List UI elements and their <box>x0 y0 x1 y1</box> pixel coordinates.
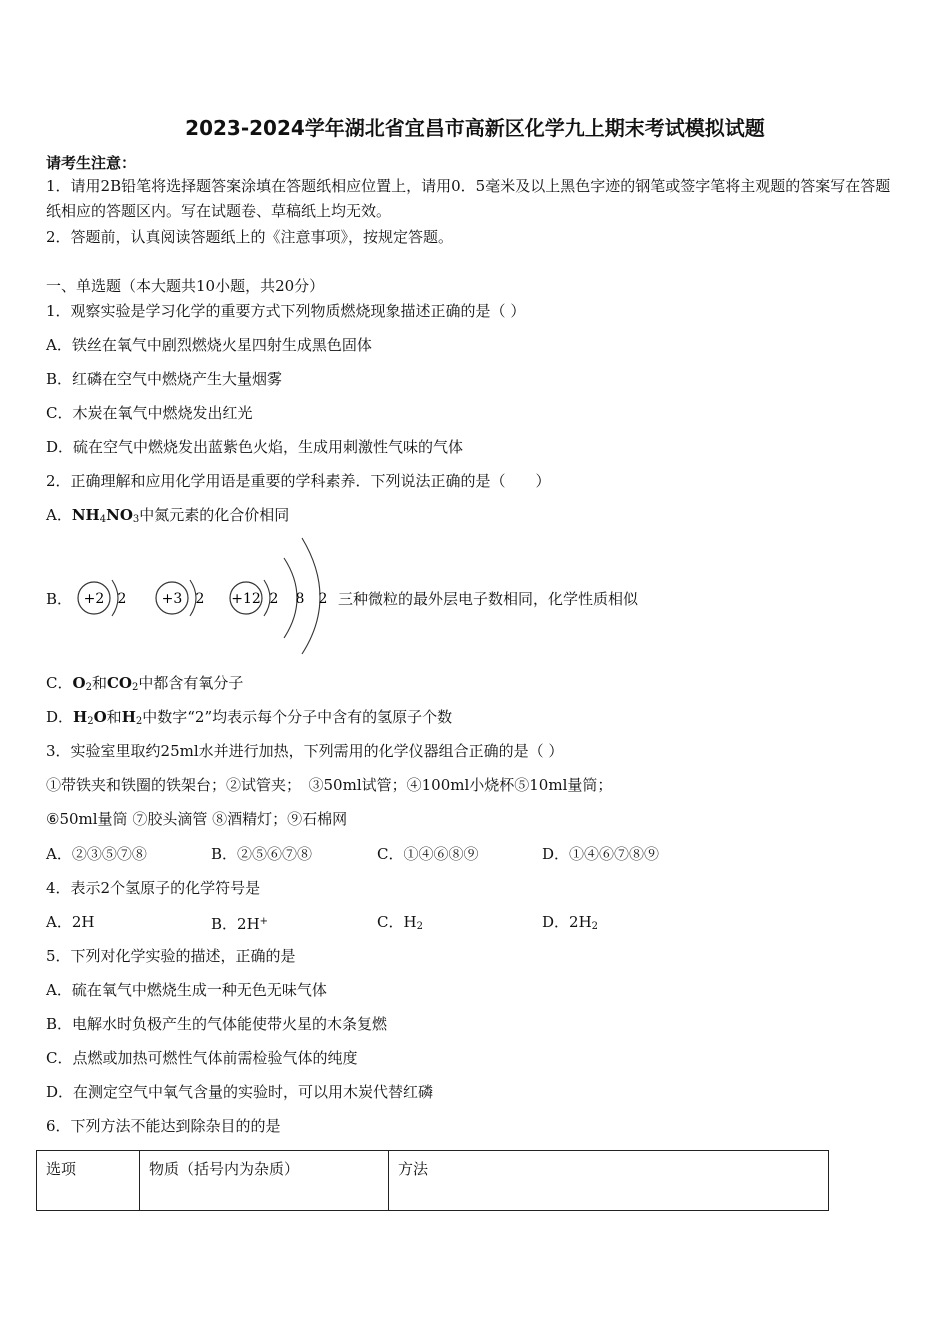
atom2-shell-1: 2 <box>195 591 205 607</box>
q3-option-a: A．②③⑤⑦⑧ <box>46 845 147 863</box>
q2-d-o: O <box>93 708 107 726</box>
q3-list-line-1: ①带铁夹和铁圈的铁架台；②试管夹； ③50ml试管；④100ml小烧杯⑤10ml量筒； <box>46 776 613 794</box>
q2-c-o: O <box>72 674 86 692</box>
atom3-shell-arc-3 <box>302 538 320 654</box>
q2-a-sub3: 3 <box>132 514 140 525</box>
q2-option-b-label: B． <box>46 590 73 608</box>
atom3-shell-3: 2 <box>318 591 328 607</box>
q4-c-main: C．H <box>377 913 417 931</box>
q3-list-line-2: ⑥50ml量筒 ⑦胶头滴管 ⑧酒精灯；⑨石棉网 <box>46 810 348 828</box>
q5-stem: 5．下列对化学实验的描述，正确的是 <box>46 947 296 965</box>
q2-d-rest: 中数字“2”均表示每个分子中含有的氢原子个数 <box>142 708 453 726</box>
q5-option-b: B．电解水时负极产生的气体能使带火星的木条复燃 <box>46 1015 388 1033</box>
q3-stem: 3．实验室里取约25ml水并进行加热，下列需用的化学仪器组合正确的是（ ） <box>46 742 564 760</box>
q2-option-a <box>46 504 289 531</box>
q3-option-b: B．②⑤⑥⑦⑧ <box>211 845 313 863</box>
q4-option-d <box>542 911 598 938</box>
q5-option-a: A．硫在氧气中燃烧生成一种无色无味气体 <box>46 981 327 999</box>
q4-d-sub: 2 <box>591 921 599 932</box>
atom1-shell-1: 2 <box>117 591 127 607</box>
q2-a-no: NO <box>106 506 133 524</box>
page-title: 2023-2024学年湖北省宜昌市高新区化学九上期末考试模拟试题 <box>185 116 765 140</box>
q2-c-rest: 中都含有氧分子 <box>138 674 244 692</box>
q2-option-d <box>46 706 452 733</box>
q2-c-sub2a: 2 <box>85 682 92 693</box>
q1-option-d: D．硫在空气中燃烧发出蓝紫色火焰，生成用刺激性气味的气体 <box>46 438 464 456</box>
atom3-shell-1: 2 <box>269 591 279 607</box>
q2-a-nh: NH <box>71 506 100 524</box>
table-header-method: 方法 <box>389 1151 829 1211</box>
q2-d-h: H <box>73 708 88 726</box>
atom1-nucleus: +2 <box>83 591 105 607</box>
table-header-row <box>37 1151 829 1211</box>
q3-option-c: C．①④⑥⑧⑨ <box>377 845 479 863</box>
q2-d-and: 和 <box>106 708 122 726</box>
table-header-substance: 物质（括号内为杂质） <box>140 1151 389 1211</box>
q2-d-sub2a: 2 <box>87 716 94 727</box>
q2-stem: 2．正确理解和应用化学用语是重要的学科素养．下列说法正确的是（ ） <box>46 472 551 490</box>
q2-option-c <box>46 672 243 699</box>
atom-diagram-3 <box>224 530 336 660</box>
q3-option-d: D．①④⑥⑦⑧⑨ <box>542 845 660 863</box>
q1-stem: 1．观察实验是学习化学的重要方式下列物质燃烧现象描述正确的是（ ） <box>46 302 526 320</box>
q2-option-b-text: 三种微粒的最外层电子数相同，化学性质相似 <box>338 590 639 608</box>
q2-c-co: CO <box>106 674 132 692</box>
table-header-option: 选项 <box>37 1151 140 1211</box>
q2-c-and: 和 <box>91 674 107 692</box>
q4-c-sub: 2 <box>416 921 423 932</box>
q4-b-sup: + <box>259 916 269 927</box>
notice-item-2: 2．答题前，认真阅读答题纸上的《注意事项》，按规定答题。 <box>46 228 454 246</box>
q2-a-sub4: 4 <box>99 514 107 525</box>
q2-c-prefix: C． <box>46 674 73 692</box>
notice-heading: 请考生注意： <box>46 154 137 172</box>
q4-option-a: A．2H <box>46 913 95 931</box>
q2-d-sub2b: 2 <box>135 716 143 727</box>
q2-d-h2: H <box>121 708 136 726</box>
q4-stem: 4．表示2个氢原子的化学符号是 <box>46 879 261 897</box>
section-heading: 一、单选题（本大题共10小题，共20分） <box>46 277 325 295</box>
atom2-nucleus: +3 <box>161 591 183 607</box>
q4-b-main: B．2H <box>211 915 260 933</box>
q4-option-b <box>211 911 268 935</box>
q5-option-d: D．在测定空气中氧气含量的实验时，可以用木炭代替红磷 <box>46 1083 434 1101</box>
q2-c-sub2b: 2 <box>131 682 139 693</box>
q1-option-b: B．红磷在空气中燃烧产生大量烟雾 <box>46 370 283 388</box>
q6-stem: 6．下列方法不能达到除杂目的的是 <box>46 1117 281 1135</box>
q2-a-prefix: A． <box>46 506 72 524</box>
q4-option-c <box>377 911 423 938</box>
q6-table <box>36 1150 829 1211</box>
q1-option-c: C．木炭在氧气中燃烧发出红光 <box>46 404 253 422</box>
q1-option-a: A．铁丝在氧气中剧烈燃烧火星四射生成黑色固体 <box>46 336 372 354</box>
q2-d-prefix: D． <box>46 708 74 726</box>
q2-a-rest: 中氮元素的化合价相同 <box>139 506 290 524</box>
notice-item-1: 1．请用2B铅笔将选择题答案涂填在答题纸相应位置上，请用0．5毫米及以上黑色字迹的钢笔或签字笔将主观题的答案写在答题纸相应的答题区内。写在试题卷、草稿纸上均无效。 <box>46 177 891 220</box>
atom-diagram-1 <box>72 530 142 660</box>
atom-diagram-2 <box>150 530 220 660</box>
q4-d-main: D．2H <box>542 913 592 931</box>
q5-option-c: C．点燃或加热可燃性气体前需检验气体的纯度 <box>46 1049 358 1067</box>
atom3-shell-2: 8 <box>295 591 305 607</box>
atom3-nucleus: +12 <box>231 591 261 607</box>
